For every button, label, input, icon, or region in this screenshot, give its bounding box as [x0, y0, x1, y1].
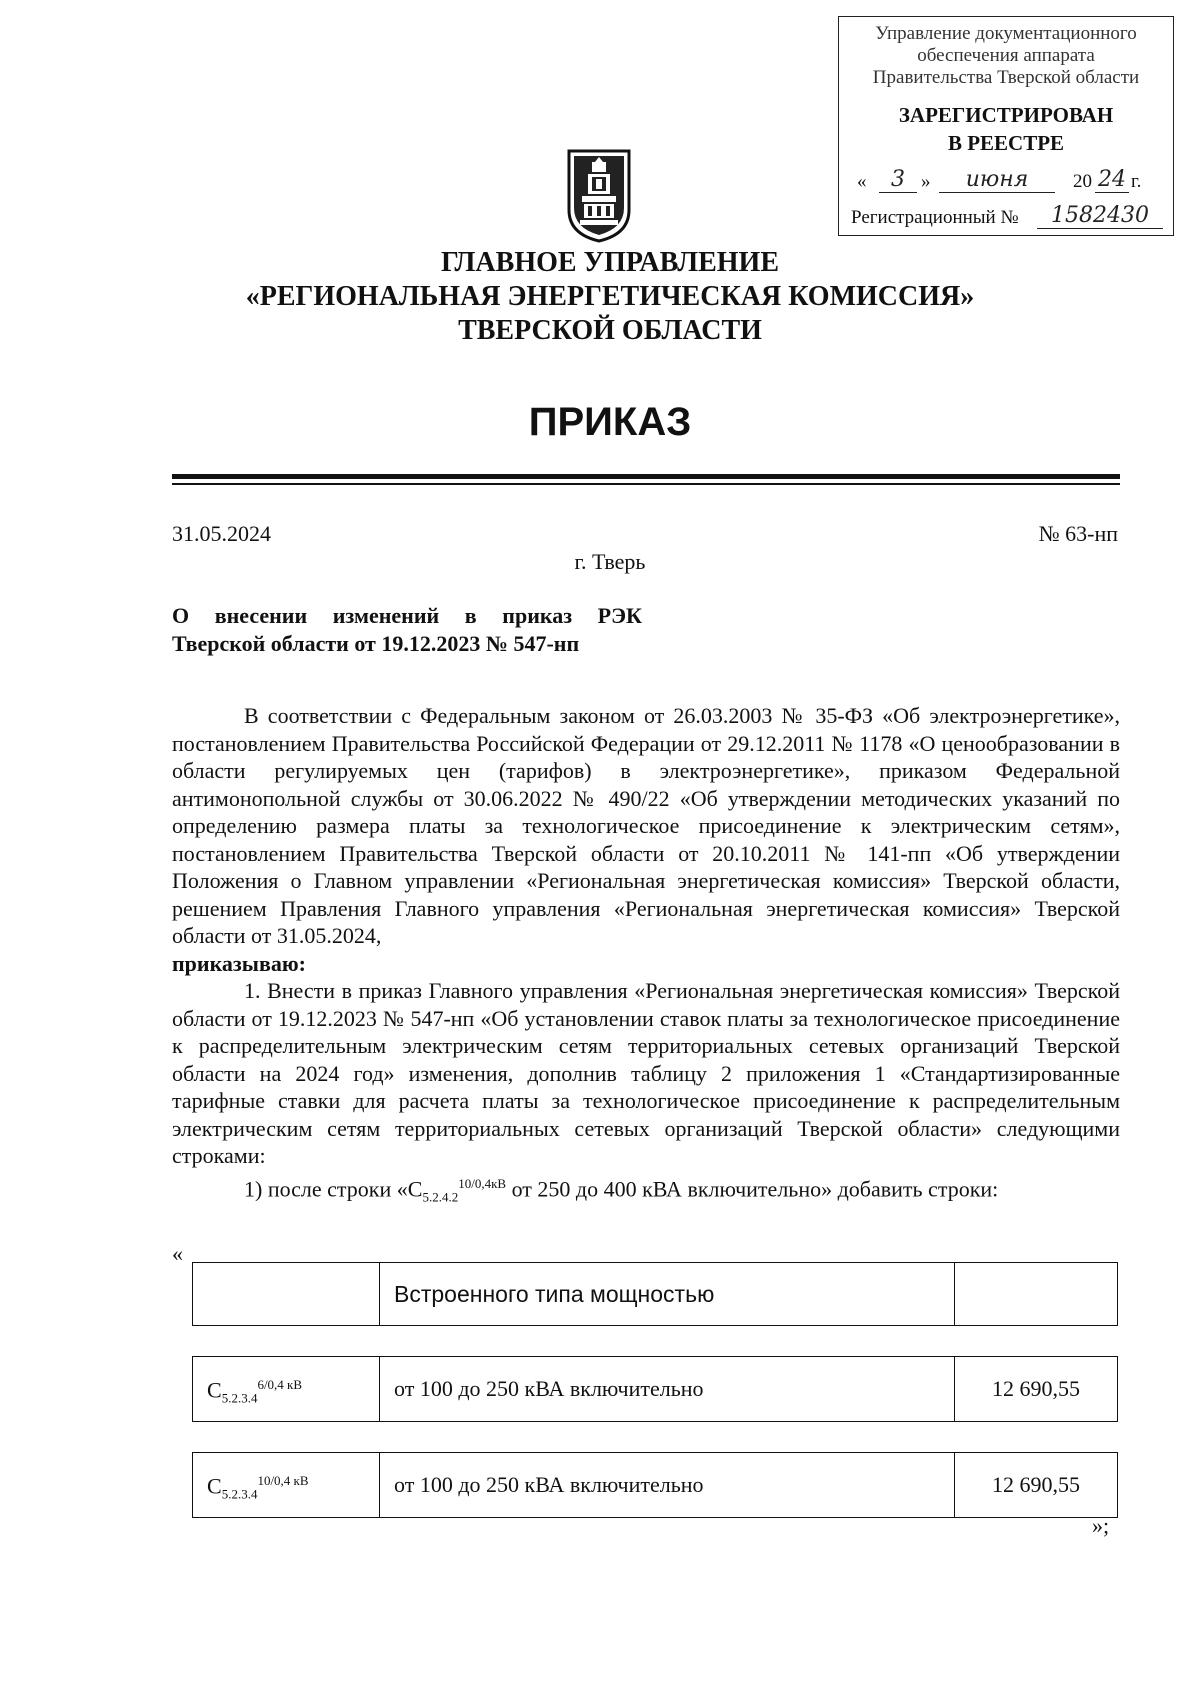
open-quote: « [172, 1241, 183, 1266]
document-date: 31.05.2024 [172, 521, 271, 546]
org-title-line-1: ГЛАВНОЕ УПРАВЛЕНИЕ [440, 247, 780, 278]
document-body [172, 702, 1120, 1211]
close-quote: »; [1092, 1513, 1110, 1538]
table-row [192, 1356, 1118, 1422]
org-title-line-2: «РЕГИОНАЛЬНАЯ ЭНЕРГЕТИЧЕСКАЯ КОМИССИЯ» [245, 281, 975, 312]
document-type: ПРИКАЗ [528, 400, 692, 444]
stamp-date: « 3 » июня 20 24 г. [857, 167, 1142, 192]
table-header-value [955, 1263, 1117, 1325]
table-cell-description: от 100 до 250 кВА включительно [380, 1357, 955, 1421]
stamp-date-day: 3 [879, 167, 917, 193]
stamp-line-3: Правительства Тверской области [872, 67, 1140, 88]
stamp-registered-2: В РЕЕСТРЕ [947, 131, 1065, 155]
stamp-reg-number: Регистрационный № 1582430 [851, 203, 1169, 231]
subject-line-2: Тверской области от 19.12.2023 № 547-нп [172, 631, 580, 656]
item-1-paragraph: 1. Внести в приказ Главного управления «Региональная энергетическая комиссия» Тверской области от 19.12.2023 № 547-нп «Об установлении ставок платы за технологическое присоединение к распределительным электрическим сетям территориальных сетевых организаций Тверской области на 2024 год» изменения, дополнив таблицу 2 приложения 1 «Стандартизированные тарифные ставки для расчета платы за технологическое присоединение к распределительным электрическим сетям территориальных сетевых организаций Тверской области» следующими строками: [172, 978, 1120, 1168]
table-header-row [192, 1262, 1118, 1326]
coat-of-arms-icon [566, 148, 632, 244]
org-title-line-3: ТВЕРСКОЙ ОБЛАСТИ [458, 315, 762, 346]
table-cell-value: 12 690,55 [992, 1472, 1080, 1497]
table-header-code [193, 1263, 380, 1325]
header-rule-thick [172, 474, 1120, 479]
stamp-date-year: 24 [1095, 167, 1129, 193]
table-cell-code: $С_{5.2.3.4}^{6/0,4 кВ}$ [193, 1357, 380, 1421]
stamp-line-1: Управление документационного [875, 23, 1137, 44]
subitem-1-paragraph: 1) после строки «$С_{5.2.4.2}^{10/0,4кВ}$ от 250 до 400 кВА включительно» добавить строки: [244, 1175, 999, 1205]
registration-stamp [838, 16, 1174, 236]
table-cell-value: 12 690,55 [992, 1376, 1080, 1401]
stamp-date-month: июня [939, 167, 1055, 193]
table-cell-code: $С_{5.2.3.4}^{10/0,4 кВ}$ [193, 1453, 380, 1517]
stamp-reg-value: 1582430 [1037, 203, 1163, 229]
document-number: № 63-нп [1038, 521, 1118, 546]
preamble-paragraph: В соответствии с Федеральным законом от 26.03.2003 № 35-ФЗ «Об электроэнергетике», постановлением Правительства Российской Федерации от 29.12.2011 № 1178 «О ценообразовании в области регулируемых цен (тарифов) в электроэнергетике», приказом Федеральной антимонопольной службы от 30.06.2022 № 490/22 «Об утверждении методических указаний по определению размера платы за технологическое присоединение к электрическим сетям», постановлением Правительства Тверской области от 20.10.2011 № 141-пп «Об утверждении Положения о Главном управлении «Региональная энергетическая комиссия» Тверской области, решением Правления Главного управления «Региональная энергетическая комиссия» Тверской области от 31.05.2024, [172, 703, 1120, 948]
document-city: г. Тверь [574, 549, 646, 574]
stamp-line-2: обеспечения аппарата [917, 45, 1095, 66]
table-row [192, 1452, 1118, 1518]
stamp-registered-1: ЗАРЕГИСТРИРОВАН [898, 103, 1114, 127]
subject-line-1: О внесении изменений в приказ РЭК [172, 603, 642, 628]
table-header-description: Встроенного типа мощностью [380, 1263, 955, 1325]
header-rule-thin [172, 483, 1120, 485]
table-cell-description: от 100 до 250 кВА включительно [380, 1453, 955, 1517]
order-word: приказываю: [172, 950, 306, 976]
